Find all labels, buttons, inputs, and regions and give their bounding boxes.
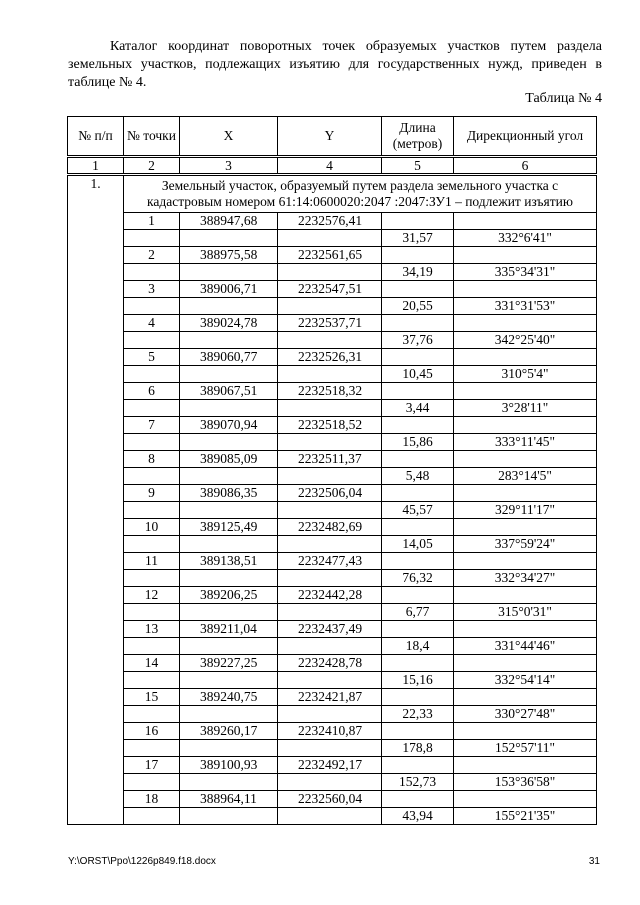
segment-length: 15,86 [382, 434, 454, 451]
point-row [68, 621, 597, 638]
empty-cell [382, 247, 454, 264]
empty-cell [454, 349, 597, 366]
col-number: 2 [124, 157, 180, 175]
empty-cell [124, 366, 180, 383]
point-x: 388947,68 [180, 213, 278, 230]
empty-cell [124, 570, 180, 587]
segment-length: 15,16 [382, 672, 454, 689]
point-y: 2232560,04 [278, 791, 382, 808]
empty-cell [278, 808, 382, 825]
empty-cell [180, 298, 278, 315]
empty-cell [454, 485, 597, 502]
empty-cell [278, 332, 382, 349]
empty-cell [278, 570, 382, 587]
point-row [68, 553, 597, 570]
segment-row [68, 332, 597, 349]
segment-length: 178,8 [382, 740, 454, 757]
point-number: 10 [124, 519, 180, 536]
point-number: 17 [124, 757, 180, 774]
point-y: 2232537,71 [278, 315, 382, 332]
point-row [68, 383, 597, 400]
parcel-index: 1. [68, 175, 124, 825]
empty-cell [124, 604, 180, 621]
header-length: Длина (метров) [382, 117, 454, 157]
empty-cell [454, 519, 597, 536]
empty-cell [180, 502, 278, 519]
segment-row [68, 706, 597, 723]
segment-row [68, 298, 597, 315]
point-y: 2232437,49 [278, 621, 382, 638]
empty-cell [278, 740, 382, 757]
point-row [68, 349, 597, 366]
point-x: 389006,71 [180, 281, 278, 298]
empty-cell [180, 468, 278, 485]
empty-cell [124, 672, 180, 689]
coordinates-table [67, 116, 597, 825]
point-row [68, 689, 597, 706]
table-title: Таблица № 4 [525, 91, 602, 106]
point-y: 2232410,87 [278, 723, 382, 740]
point-row [68, 519, 597, 536]
segment-length: 34,19 [382, 264, 454, 281]
segment-row [68, 774, 597, 791]
segment-length: 6,77 [382, 604, 454, 621]
empty-cell [180, 230, 278, 247]
empty-cell [124, 332, 180, 349]
empty-cell [382, 621, 454, 638]
col-number: 3 [180, 157, 278, 175]
point-x: 389206,25 [180, 587, 278, 604]
empty-cell [278, 264, 382, 281]
point-x: 389100,93 [180, 757, 278, 774]
empty-cell [278, 434, 382, 451]
point-y: 2232547,51 [278, 281, 382, 298]
header-y: Y [278, 117, 382, 157]
empty-cell [180, 400, 278, 417]
direction-angle: 332°34'27" [454, 570, 597, 587]
point-y: 2232561,65 [278, 247, 382, 264]
empty-cell [180, 740, 278, 757]
empty-cell [124, 400, 180, 417]
parcel-description: Земельный участок, образуемый путем раздела земельного участка с кадастровым номером 61:14:0600020:2047 :2047:ЗУ1 – подлежит изъятию [124, 175, 597, 213]
point-number: 1 [124, 213, 180, 230]
empty-cell [180, 434, 278, 451]
empty-cell [382, 281, 454, 298]
segment-row [68, 536, 597, 553]
empty-cell [124, 468, 180, 485]
point-number: 2 [124, 247, 180, 264]
col-number: 1 [68, 157, 124, 175]
point-y: 2232428,78 [278, 655, 382, 672]
empty-cell [382, 757, 454, 774]
point-x: 389070,94 [180, 417, 278, 434]
point-y: 2232526,31 [278, 349, 382, 366]
empty-cell [278, 672, 382, 689]
point-x: 389138,51 [180, 553, 278, 570]
point-number: 16 [124, 723, 180, 740]
segment-row [68, 740, 597, 757]
segment-row [68, 672, 597, 689]
empty-cell [124, 808, 180, 825]
empty-cell [180, 604, 278, 621]
point-number: 13 [124, 621, 180, 638]
point-row [68, 451, 597, 468]
empty-cell [454, 247, 597, 264]
empty-cell [382, 519, 454, 536]
direction-angle: 152°57'11" [454, 740, 597, 757]
direction-angle: 153°36'58" [454, 774, 597, 791]
col-number: 6 [454, 157, 597, 175]
direction-angle: 155°21'35" [454, 808, 597, 825]
empty-cell [382, 689, 454, 706]
point-x: 388975,58 [180, 247, 278, 264]
empty-cell [454, 757, 597, 774]
point-x: 389085,09 [180, 451, 278, 468]
direction-angle: 3°28'11" [454, 400, 597, 417]
point-x: 389060,77 [180, 349, 278, 366]
col-number: 4 [278, 157, 382, 175]
empty-cell [382, 723, 454, 740]
header-point-number: № точки [124, 117, 180, 157]
empty-cell [382, 655, 454, 672]
empty-cell [180, 332, 278, 349]
point-number: 7 [124, 417, 180, 434]
empty-cell [382, 315, 454, 332]
empty-cell [180, 570, 278, 587]
segment-length: 152,73 [382, 774, 454, 791]
point-y: 2232518,32 [278, 383, 382, 400]
empty-cell [180, 808, 278, 825]
empty-cell [124, 638, 180, 655]
header-x: X [180, 117, 278, 157]
intro-paragraph: Каталог координат поворотных точек образуемых участков путем раздела земельных участков, подлежащих изъятию для государственных нужд, приведен в таблице № 4. [68, 39, 602, 90]
direction-angle: 332°54'14" [454, 672, 597, 689]
segment-row [68, 502, 597, 519]
empty-cell [124, 774, 180, 791]
empty-cell [454, 417, 597, 434]
point-number: 15 [124, 689, 180, 706]
empty-cell [454, 553, 597, 570]
empty-cell [278, 774, 382, 791]
point-x: 389024,78 [180, 315, 278, 332]
empty-cell [180, 672, 278, 689]
direction-angle: 332°6'41" [454, 230, 597, 247]
segment-row [68, 400, 597, 417]
empty-cell [454, 621, 597, 638]
direction-angle: 310°5'4" [454, 366, 597, 383]
column-number-row [68, 157, 597, 175]
point-x: 388964,11 [180, 791, 278, 808]
segment-row [68, 434, 597, 451]
segment-row [68, 468, 597, 485]
empty-cell [382, 417, 454, 434]
empty-cell [124, 740, 180, 757]
segment-length: 37,76 [382, 332, 454, 349]
point-row [68, 315, 597, 332]
segment-length: 43,94 [382, 808, 454, 825]
point-number: 18 [124, 791, 180, 808]
segment-length: 5,48 [382, 468, 454, 485]
point-row [68, 247, 597, 264]
point-row [68, 587, 597, 604]
point-number: 14 [124, 655, 180, 672]
empty-cell [278, 604, 382, 621]
point-row [68, 655, 597, 672]
empty-cell [180, 638, 278, 655]
empty-cell [454, 655, 597, 672]
empty-cell [382, 791, 454, 808]
segment-length: 3,44 [382, 400, 454, 417]
segment-row [68, 604, 597, 621]
segment-row [68, 264, 597, 281]
empty-cell [278, 706, 382, 723]
empty-cell [124, 264, 180, 281]
empty-cell [454, 723, 597, 740]
point-number: 4 [124, 315, 180, 332]
segment-length: 31,57 [382, 230, 454, 247]
point-y: 2232511,37 [278, 451, 382, 468]
footer-page-number: 31 [588, 856, 600, 867]
point-number: 3 [124, 281, 180, 298]
point-x: 389260,17 [180, 723, 278, 740]
empty-cell [454, 281, 597, 298]
empty-cell [382, 349, 454, 366]
empty-cell [124, 298, 180, 315]
point-number: 6 [124, 383, 180, 400]
empty-cell [454, 791, 597, 808]
segment-length: 22,33 [382, 706, 454, 723]
point-row [68, 281, 597, 298]
point-y: 2232506,04 [278, 485, 382, 502]
point-y: 2232576,41 [278, 213, 382, 230]
segment-length: 18,4 [382, 638, 454, 655]
empty-cell [124, 434, 180, 451]
point-row [68, 757, 597, 774]
point-x: 389211,04 [180, 621, 278, 638]
empty-cell [180, 366, 278, 383]
direction-angle: 331°31'53" [454, 298, 597, 315]
empty-cell [124, 536, 180, 553]
empty-cell [124, 230, 180, 247]
point-number: 5 [124, 349, 180, 366]
segment-row [68, 808, 597, 825]
segment-length: 76,32 [382, 570, 454, 587]
point-x: 389240,75 [180, 689, 278, 706]
empty-cell [382, 451, 454, 468]
point-x: 389125,49 [180, 519, 278, 536]
empty-cell [278, 502, 382, 519]
point-number: 11 [124, 553, 180, 570]
col-number: 5 [382, 157, 454, 175]
direction-angle: 329°11'17" [454, 502, 597, 519]
point-number: 8 [124, 451, 180, 468]
segment-length: 14,05 [382, 536, 454, 553]
empty-cell [454, 213, 597, 230]
header-direction-angle: Дирекционный угол [454, 117, 597, 157]
empty-cell [124, 706, 180, 723]
direction-angle: 315°0'31" [454, 604, 597, 621]
empty-cell [278, 638, 382, 655]
direction-angle: 283°14'5" [454, 468, 597, 485]
segment-row [68, 638, 597, 655]
empty-cell [382, 383, 454, 400]
point-row [68, 417, 597, 434]
empty-cell [124, 502, 180, 519]
empty-cell [278, 400, 382, 417]
segment-row [68, 366, 597, 383]
point-number: 9 [124, 485, 180, 502]
point-x: 389227,25 [180, 655, 278, 672]
point-y: 2232482,69 [278, 519, 382, 536]
empty-cell [382, 213, 454, 230]
empty-cell [180, 706, 278, 723]
segment-length: 20,55 [382, 298, 454, 315]
empty-cell [454, 315, 597, 332]
parcel-row [68, 175, 597, 213]
point-number: 12 [124, 587, 180, 604]
point-y: 2232492,17 [278, 757, 382, 774]
footer-file-path: Y:\ORST\Ppo\1226p849.f18.docx [68, 856, 216, 867]
point-x: 389086,35 [180, 485, 278, 502]
empty-cell [278, 468, 382, 485]
direction-angle: 342°25'40" [454, 332, 597, 349]
direction-angle: 335°34'31" [454, 264, 597, 281]
empty-cell [278, 536, 382, 553]
direction-angle: 337°59'24" [454, 536, 597, 553]
empty-cell [180, 536, 278, 553]
empty-cell [454, 689, 597, 706]
empty-cell [278, 230, 382, 247]
segment-length: 10,45 [382, 366, 454, 383]
point-x: 389067,51 [180, 383, 278, 400]
segment-row [68, 570, 597, 587]
header-row-number: № п/п [68, 117, 124, 157]
point-y: 2232442,28 [278, 587, 382, 604]
point-row [68, 723, 597, 740]
direction-angle: 330°27'48" [454, 706, 597, 723]
point-y: 2232477,43 [278, 553, 382, 570]
point-row [68, 213, 597, 230]
empty-cell [454, 383, 597, 400]
empty-cell [454, 587, 597, 604]
direction-angle: 331°44'46" [454, 638, 597, 655]
direction-angle: 333°11'45" [454, 434, 597, 451]
point-y: 2232421,87 [278, 689, 382, 706]
point-row [68, 791, 597, 808]
empty-cell [454, 451, 597, 468]
point-row [68, 485, 597, 502]
empty-cell [278, 298, 382, 315]
segment-row [68, 230, 597, 247]
empty-cell [382, 553, 454, 570]
empty-cell [180, 774, 278, 791]
empty-cell [278, 366, 382, 383]
segment-length: 45,57 [382, 502, 454, 519]
empty-cell [382, 587, 454, 604]
empty-cell [180, 264, 278, 281]
empty-cell [382, 485, 454, 502]
point-y: 2232518,52 [278, 417, 382, 434]
